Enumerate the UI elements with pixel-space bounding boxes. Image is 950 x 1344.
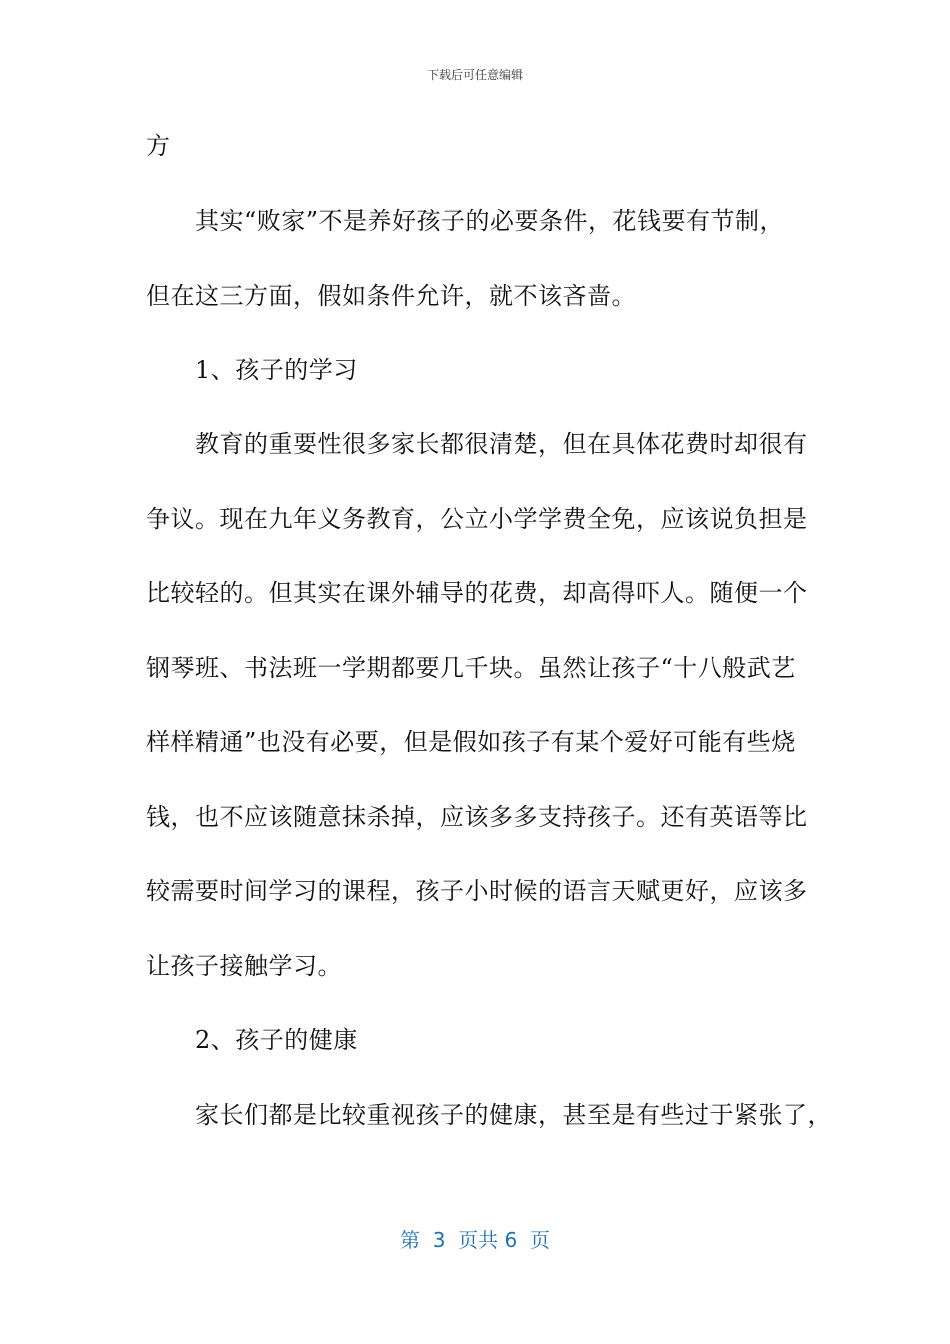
text-line-12: 让孩子接触学习。	[146, 952, 342, 980]
text-line-11: 较需要时间学习的课程，孩子小时候的语言天赋更好，应该多	[146, 877, 808, 905]
text-line-6: 争议。现在九年义务教育，公立小学学费全免，应该说负担是	[146, 505, 808, 533]
text-line-9: 样样精通”也没有必要，但是假如孩子有某个爱好可能有些烧	[146, 728, 796, 756]
text-line-5: 教育的重要性很多家长都很清楚，但在具体花费时却很有	[146, 430, 808, 458]
text-line-8: 钢琴班、书法班一学期都要几千块。虽然让孩子“十八般武艺	[146, 654, 796, 682]
text-line-1: 方	[146, 132, 171, 160]
section-heading-health: 2、孩子的健康	[146, 1026, 358, 1054]
section-heading-learning: 1、孩子的学习	[146, 356, 358, 384]
page-header-note: 下载后可任意编辑	[426, 68, 523, 82]
text-line-7: 比较轻的。但其实在课外辅导的花费，却高得吓人。随便一个	[146, 579, 808, 607]
text-line-2: 其实“败家”不是养好孩子的必要条件，花钱要有节制，	[146, 207, 785, 235]
page-number-footer: 第 3 页共 6 页	[400, 1228, 550, 1252]
text-line-10: 钱，也不应该随意抹杀掉，应该多多支持孩子。还有英语等比	[146, 803, 808, 831]
text-line-3: 但在这三方面，假如条件允许，就不该吝啬。	[146, 282, 636, 310]
text-line-14: 家长们都是比较重视孩子的健康，甚至是有些过于紧张了，	[146, 1101, 832, 1129]
